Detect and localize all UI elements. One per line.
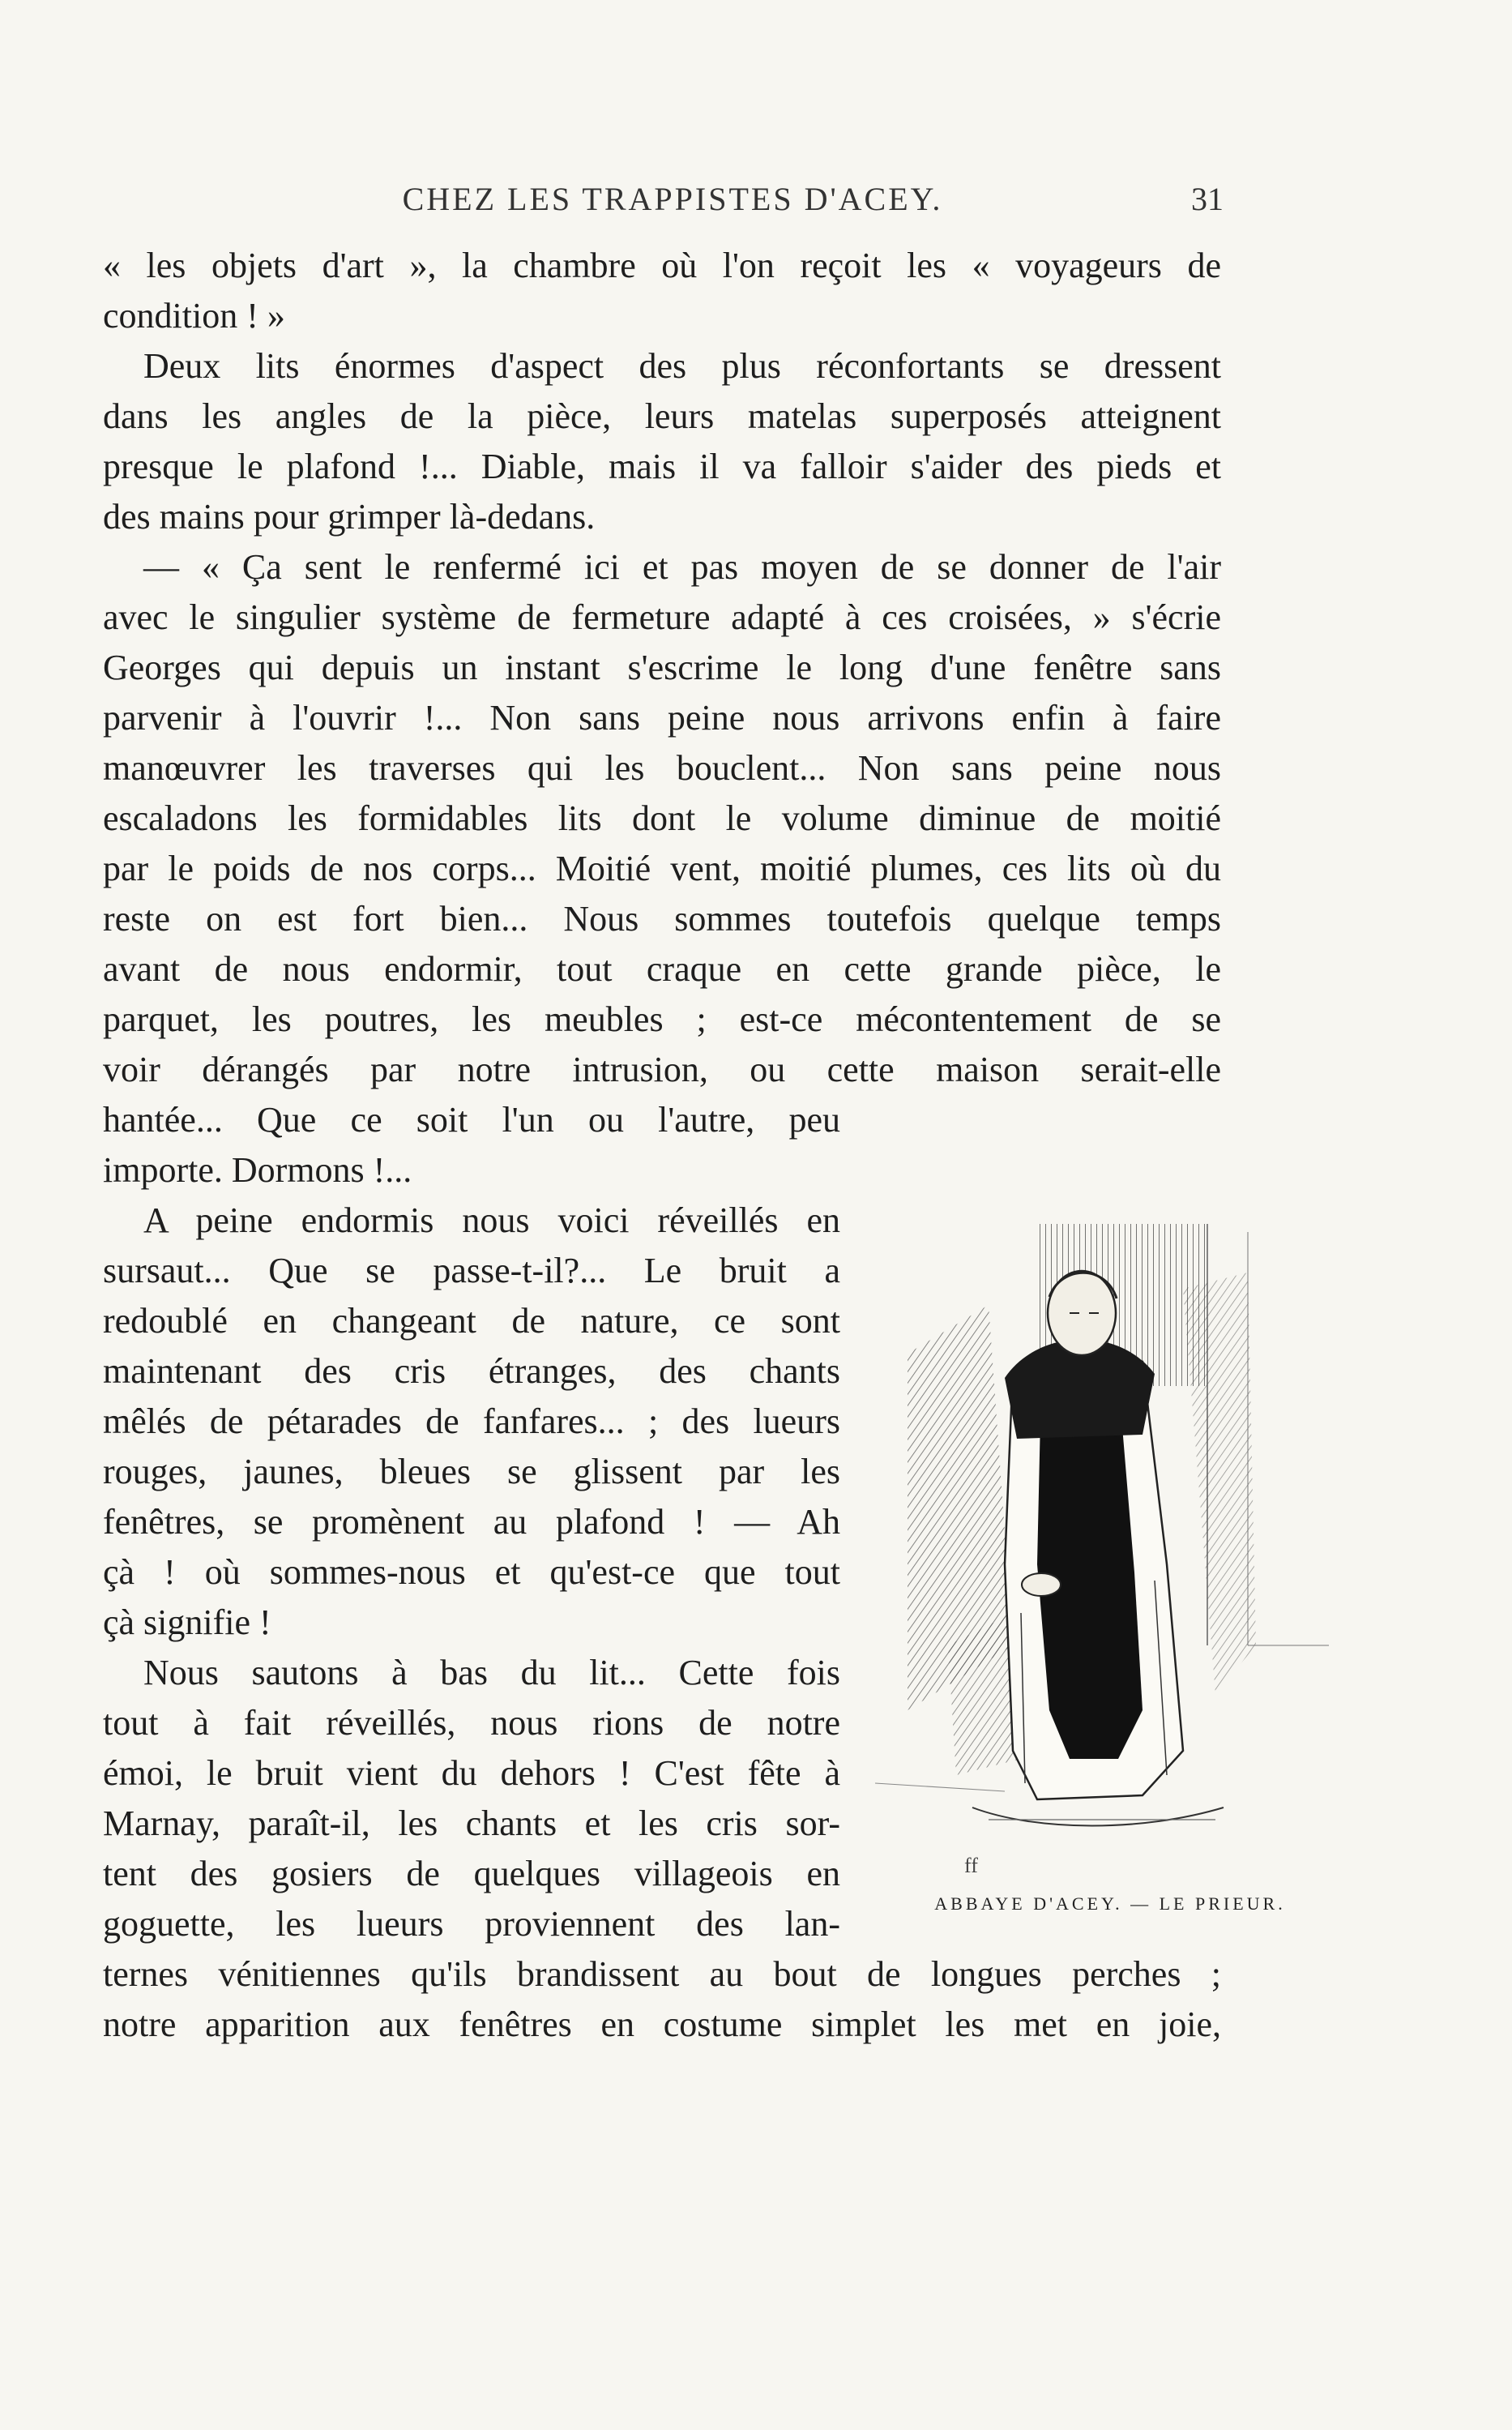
text-line: sursaut... Que se passe-t-il?... Le bruit a bbox=[103, 1251, 840, 1290]
text-line: çà signifie ! bbox=[103, 1602, 271, 1642]
text-line: émoi, le bruit vient du dehors ! C'est fête à bbox=[103, 1753, 840, 1793]
text-line: « les objets d'art », la chambre où l'on reçoit les « voyageurs de bbox=[103, 246, 1221, 285]
text-line: Nous sautons à bas du lit... Cette fois bbox=[143, 1653, 840, 1692]
text-line: escaladons les formidables lits dont le volume diminue de moitié bbox=[103, 798, 1221, 838]
text-line: importe. Dormons !... bbox=[103, 1150, 412, 1190]
text-line: dans les angles de la pièce, leurs matelas superposés atteignent bbox=[103, 396, 1221, 436]
figure-caption: ABBAYE D'ACEY. — LE PRIEUR. bbox=[934, 1893, 1286, 1914]
text-line: mêlés de pétarades de fanfares... ; des lueurs bbox=[103, 1401, 840, 1441]
artist-signature: ff bbox=[964, 1854, 978, 1877]
text-line: Marnay, paraît-il, les chants et les cris sor- bbox=[103, 1803, 840, 1843]
monk-illustration bbox=[875, 1191, 1329, 1889]
text-line: avant de nous endormir, tout craque en cette grande pièce, le bbox=[103, 949, 1221, 989]
text-line: notre apparition aux fenêtres en costume simplet les met en joie, bbox=[103, 2004, 1221, 2044]
text-line: des mains pour grimper là-dedans. bbox=[103, 497, 596, 537]
text-line: avec le singulier système de fermeture adapté à ces croisées, » s'écrie bbox=[103, 597, 1221, 637]
page-header bbox=[0, 180, 1512, 229]
text-line: presque le plafond !... Diable, mais il va falloir s'aider des pieds et bbox=[103, 447, 1221, 486]
text-line: rouges, jaunes, bleues se glissent par les bbox=[103, 1452, 840, 1491]
text-line: parvenir à l'ouvrir !... Non sans peine nous arrivons enfin à faire bbox=[103, 698, 1221, 738]
text-line: goguette, les lueurs proviennent des lan- bbox=[103, 1904, 840, 1944]
text-line: — « Ça sent le renfermé ici et pas moyen de se donner de l'air bbox=[143, 547, 1221, 587]
text-line: fenêtres, se promènent au plafond ! — Ah bbox=[103, 1502, 840, 1542]
text-line: redoublé en changeant de nature, ce sont bbox=[103, 1301, 840, 1341]
text-line: çà ! où sommes-nous et qu'est-ce que tout bbox=[103, 1552, 840, 1592]
text-line: tout à fait réveillés, nous rions de notre bbox=[103, 1703, 840, 1743]
text-line: voir dérangés par notre intrusion, ou cette maison serait-elle bbox=[103, 1050, 1221, 1089]
page-number: 31 bbox=[1191, 181, 1224, 217]
text-line: tent des gosiers de quelques villageois en bbox=[103, 1854, 840, 1893]
text-line: condition ! » bbox=[103, 296, 285, 336]
text-line: hantée... Que ce soit l'un ou l'autre, peu bbox=[103, 1100, 840, 1140]
text-line: Deux lits énormes d'aspect des plus réconfortants se dressent bbox=[143, 346, 1221, 386]
text-line: ternes vénitiennes qu'ils brandissent au bout de longues perches ; bbox=[103, 1954, 1221, 1994]
text-line: manœuvrer les traverses qui les bouclent... Non sans peine nous bbox=[103, 748, 1221, 788]
text-line: A peine endormis nous voici réveillés en bbox=[143, 1200, 840, 1240]
text-line: par le poids de nos corps... Moitié vent, moitié plumes, ces lits où du bbox=[103, 849, 1221, 888]
text-line: Georges qui depuis un instant s'escrime le long d'une fenêtre sans bbox=[103, 648, 1221, 687]
text-line: parquet, les poutres, les meubles ; est-ce mécontentement de se bbox=[103, 999, 1221, 1039]
text-line: maintenant des cris étranges, des chants bbox=[103, 1351, 840, 1391]
running-title: CHEZ LES TRAPPISTES D'ACEY. bbox=[402, 181, 943, 217]
text-line: reste on est fort bien... Nous sommes toutefois quelque temps bbox=[103, 899, 1221, 939]
